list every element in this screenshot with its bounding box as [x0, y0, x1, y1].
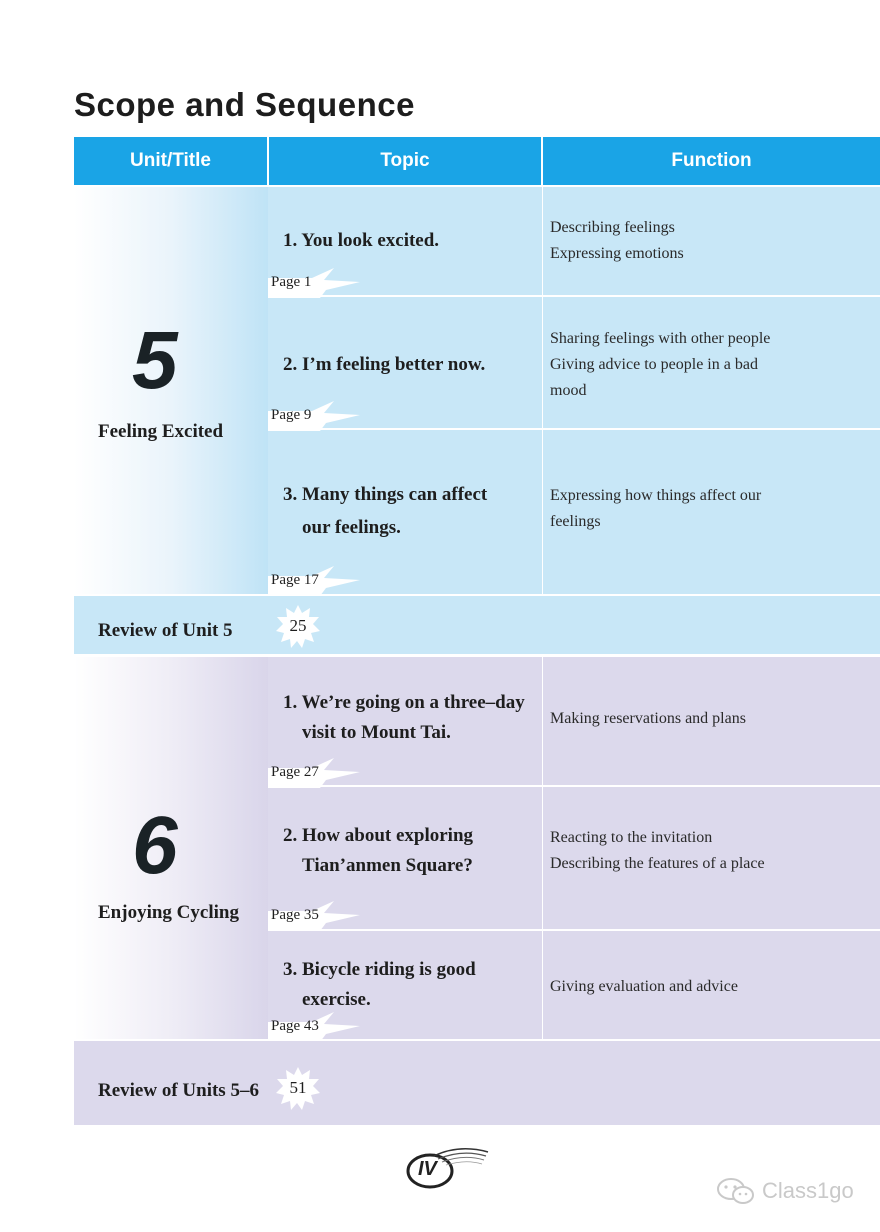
function-line: Describing feelings: [550, 219, 675, 236]
topic-line: 1. We’re going on a three–day: [283, 692, 525, 713]
function-line: Giving evaluation and advice: [550, 978, 738, 995]
topic-line: 2. I’m feeling better now.: [283, 354, 486, 375]
function-line: Reacting to the invitation: [550, 829, 713, 846]
function-line: Describing the features of a place: [550, 855, 765, 872]
header-topic: Topic: [269, 137, 541, 185]
unit-5-topic-3-functions: [550, 483, 870, 535]
header-unit-title: Unit/Title: [74, 137, 267, 185]
unit-6-topic-2-page-tag: [268, 901, 368, 927]
unit-6-topic-1-page-tag: [268, 758, 368, 784]
page-label: Page 27: [271, 764, 319, 780]
topic-line: our feelings.: [302, 517, 401, 538]
unit-6-name: Enjoying Cycling: [98, 902, 239, 923]
page-number: 51: [289, 1078, 307, 1097]
unit-6-topic-3: [283, 955, 533, 1015]
function-line: Making reservations and plans: [550, 710, 746, 727]
page-title: Scope and Sequence: [74, 86, 415, 123]
page-numeral: IV: [418, 1158, 437, 1180]
unit-5-topic-2: [283, 350, 533, 380]
function-line: feelings: [550, 513, 601, 530]
topic-line: Tian’anmen Square?: [302, 855, 473, 876]
function-line: mood: [550, 382, 587, 399]
topic-line: 3. Bicycle riding is good: [283, 959, 476, 980]
unit-5-topic-3-page-tag: [268, 566, 368, 592]
page-label: Page 17: [271, 572, 319, 588]
unit-6-topic-3-functions: [550, 974, 870, 1000]
function-line: Expressing how things affect our: [550, 487, 762, 504]
unit-6-topic-1: [283, 688, 533, 748]
unit-5-topic-2-functions: [550, 326, 870, 404]
unit-6-topic-2: [283, 821, 533, 881]
topic-line: exercise.: [302, 989, 371, 1010]
unit-5-topic-2-page-tag: [268, 401, 368, 427]
unit-5-topic-1-functions: [550, 215, 870, 267]
unit-6-review-page-burst: [275, 1066, 321, 1112]
watermark: [716, 1176, 854, 1206]
unit-6-review-label: Review of Units 5–6: [98, 1080, 259, 1101]
function-line: Sharing feelings with other people: [550, 330, 771, 347]
unit-5-topic-1-page-tag: [268, 268, 368, 294]
page-numeral-logo: [404, 1146, 494, 1197]
function-line: Expressing emotions: [550, 245, 684, 262]
topic-line: 3. Many things can affect: [283, 484, 488, 505]
page-label: Page 9: [271, 407, 312, 423]
unit-5-topic-1: [283, 226, 533, 256]
unit-5-number: 5: [132, 315, 178, 406]
watermark-text: Class1go: [762, 1178, 854, 1203]
topic-line: 1. You look excited.: [283, 230, 440, 251]
unit-6-topic-3-page-tag: [268, 1012, 368, 1038]
function-line: Giving advice to people in a bad: [550, 356, 758, 373]
page-label: Page 35: [271, 907, 319, 923]
unit-5-name: Feeling Excited: [98, 421, 224, 442]
unit-6-number: 6: [132, 800, 178, 891]
header-function: Function: [543, 137, 880, 185]
unit-6-topic-1-functions: [550, 706, 870, 732]
page-label: Page 1: [271, 274, 312, 290]
page-label: Page 43: [271, 1018, 319, 1034]
topic-line: 2. How about exploring: [283, 825, 474, 846]
wechat-icon: [716, 1176, 756, 1206]
unit-6-topic-2-functions: [550, 825, 870, 877]
page-number: 25: [289, 616, 307, 635]
unit-5-review-page-burst: [275, 604, 321, 650]
unit-5-topic-3: [283, 478, 533, 544]
unit-5-review-label: Review of Unit 5: [98, 620, 233, 641]
topic-line: visit to Mount Tai.: [302, 722, 451, 743]
